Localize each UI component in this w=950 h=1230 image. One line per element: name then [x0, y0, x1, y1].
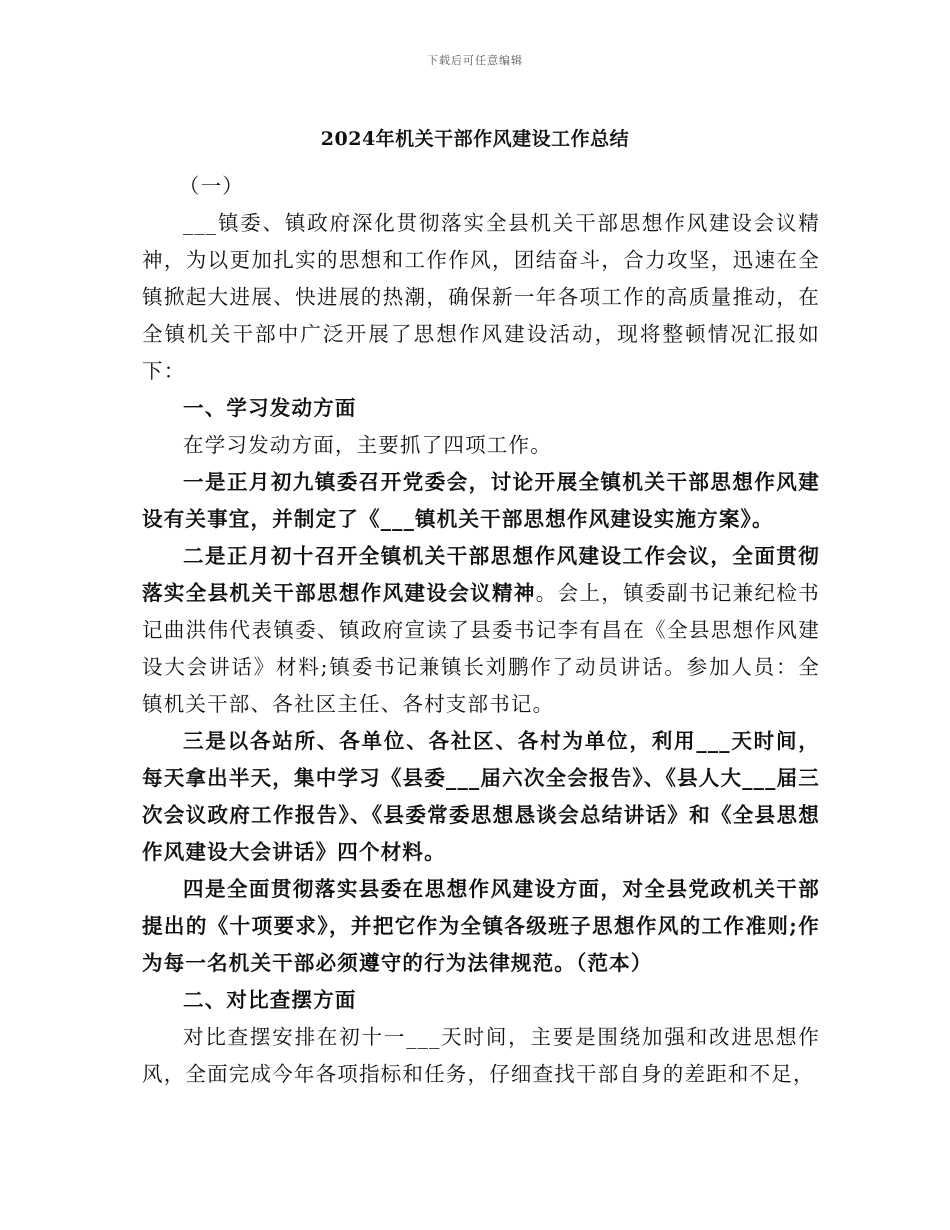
item-two-rest-text: 。会上，镇委副书记兼纪检书记曲洪伟代表镇委、镇政府宣读了县委书记李有昌在《全县思想作风建设大会讲话》材料;镇委书记兼镇长刘鹏作了动员讲话。参加人员：全镇机关干部、各社区主任、各村支部书记。: [142, 581, 820, 716]
document-body: [142, 168, 820, 1093]
page-watermark: 下载后可任意编辑: [427, 54, 523, 67]
comparison-paragraph: 对比查摆安排在初十一___天时间，主要是围绕加强和改进思想作风，全面完成今年各项指标和任务，仔细查找干部自身的差距和不足，: [142, 1025, 820, 1086]
study-lead-paragraph: 在学习发动方面，主要抓了四项工作。: [183, 433, 552, 457]
item-one-paragraph: 一是正月初九镇委召开党委会，讨论开展全镇机关干部思想作风建设有关事宜，并制定了《___镇机关干部思想作风建设实施方案》。: [142, 470, 820, 531]
item-two-bold-text: 二是正月初十召开全镇机关干部思想作风建设工作会议，全面贯彻落实全县机关干部思想作风建设会议精神: [142, 544, 820, 605]
item-two-paragraph: [142, 538, 820, 723]
heading-study-mobilization: 一、学习发动方面: [183, 396, 357, 420]
document-title: 2024年机关干部作风建设工作总结: [320, 128, 630, 150]
heading-comparison-review: 二、对比查摆方面: [183, 988, 357, 1012]
intro-paragraph: ___镇委、镇政府深化贯彻落实全县机关干部思想作风建设会议精神，为以更加扎实的思想和工作作风，团结奋斗，合力攻坚，迅速在全镇掀起大进展、快进展的热潮，确保新一年各项工作的高质量推动，在全镇机关干部中广泛开展了思想作风建设活动，现将整顿情况汇报如下：: [142, 211, 820, 383]
section-marker: （一）: [178, 174, 244, 198]
item-four-paragraph: 四是全面贯彻落实县委在思想作风建设方面，对全县党政机关干部提出的《十项要求》，并把它作为全镇各级班子思想作风的工作准则;作为每一名机关干部必须遵守的行为法律规范。（范本）: [142, 877, 820, 975]
item-three-paragraph: 三是以各站所、各单位、各社区、各村为单位，利用___天时间，每天拿出半天，集中学习《县委___届六次全会报告》、《县人大___届三次会议政府工作报告》、《县委常委思想恳谈会总结讲话》和《全县思想作风建设大会讲话》四个材料。: [142, 729, 820, 864]
